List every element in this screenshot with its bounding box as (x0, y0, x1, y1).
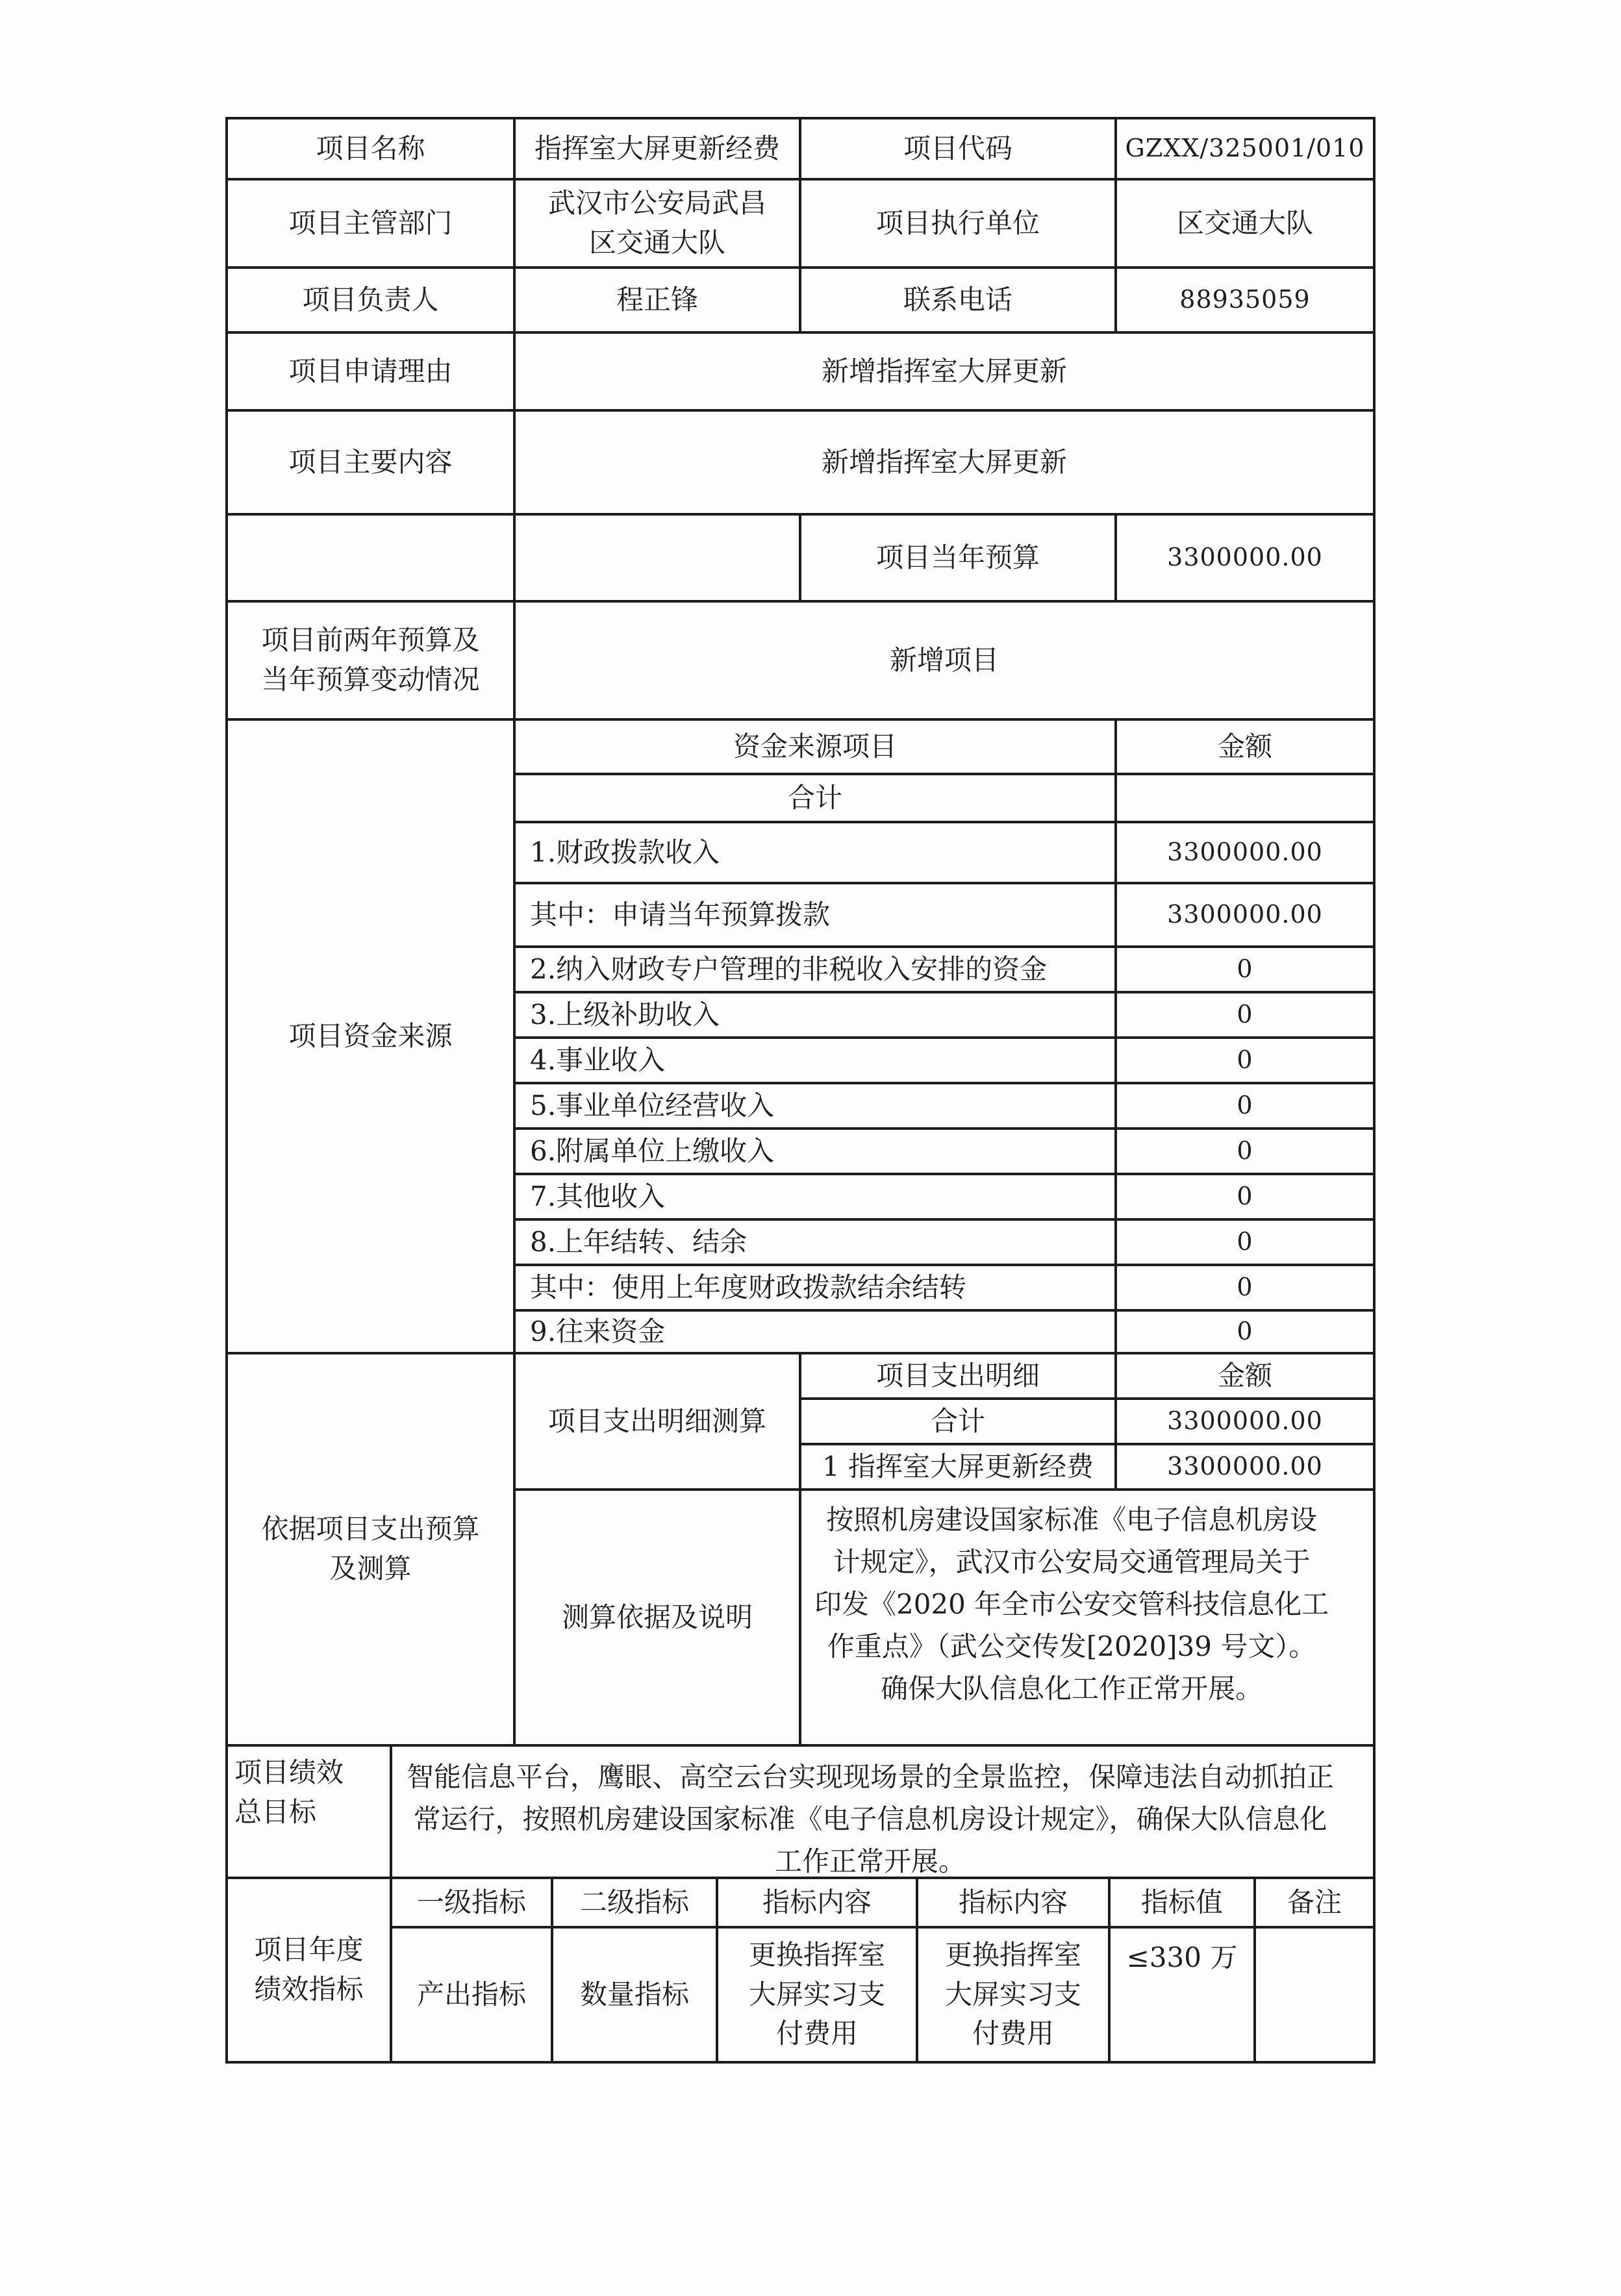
expense-detail-label: 项目支出明细测算 (547, 1404, 766, 1437)
project-name-value: 指挥室大屏更新经费 (534, 132, 780, 164)
project-code-label: 项目代码 (903, 132, 1012, 164)
expense-section-label (228, 1354, 513, 1744)
funding-row-label: 2.纳入财政专户管理的非税收入安排的资金 (530, 953, 1048, 985)
funding-row-value: 3300000.00 (1167, 900, 1323, 929)
expense-section-label-line2: 及测算 (329, 1553, 412, 1584)
indicator-content-line: 大屏实习支 (748, 1978, 885, 2010)
executing-unit-value: 区交通大队 (1176, 206, 1313, 239)
indicator-value: ≤330 万 (1126, 1941, 1238, 1973)
funding-row-label: 9.往来资金 (530, 1315, 666, 1347)
funding-row-label: 6.附属单位上缴收入 (530, 1134, 775, 1167)
indicator-header-note: 备注 (1287, 1886, 1342, 1918)
budget-change-label (228, 603, 513, 718)
expense-header-detail: 项目支出明细 (875, 1359, 1040, 1391)
funding-row-value: 0 (1237, 1182, 1253, 1211)
budget-label: 项目当年预算 (875, 541, 1040, 573)
funding-row-label: 5.事业单位经营收入 (530, 1089, 775, 1121)
funding-row-label: 其中：申请当年预算拨款 (530, 898, 831, 930)
funding-row-label: 8.上年结转、结余 (530, 1225, 748, 1258)
funding-header-source: 资金来源项目 (733, 730, 897, 762)
indicator-level2: 数量指标 (579, 1978, 689, 2010)
phone-value: 88935059 (1179, 285, 1311, 314)
budget-value: 3300000.00 (1167, 543, 1323, 572)
rule (225, 2061, 1376, 2064)
indicator-note (1256, 1928, 1373, 1987)
indicator-content (918, 1928, 1108, 2061)
funding-row-value: 0 (1237, 1227, 1253, 1256)
goal-text (392, 1747, 1373, 1877)
project-code-value: GZXX/325001/010 (1125, 134, 1365, 163)
budget-change-label-line2: 当年预算变动情况 (261, 664, 480, 695)
content-label: 项目主要内容 (288, 445, 453, 478)
indicators-label-line2: 绩效指标 (254, 1973, 364, 2005)
indicator-content-line: 付费用 (972, 2017, 1054, 2050)
reason-value: 新增指挥室大屏更新 (821, 355, 1067, 387)
supervising-dept-line1: 武汉市公安局武昌 (547, 187, 766, 219)
expense-header-amount: 金额 (1217, 1359, 1272, 1391)
funding-row-label: 1.财政拨款收入 (530, 836, 720, 868)
expense-item-value: 3300000.00 (1167, 1452, 1323, 1481)
indicator-content-line: 更换指挥室 (748, 1938, 885, 1971)
executing-unit-label: 项目执行单位 (875, 206, 1040, 239)
goal-line: 工作正常开展。 (775, 1845, 966, 1878)
indicator-header-level1: 一级指标 (416, 1886, 526, 1918)
expense-item-label: 1 指挥室大屏更新经费 (822, 1450, 1094, 1482)
funding-row-value: 0 (1237, 1317, 1253, 1346)
indicator-header-content: 指标内容 (762, 1886, 872, 1918)
basis-label: 测算依据及说明 (561, 1601, 753, 1633)
indicator-content-line: 大屏实习支 (944, 1978, 1081, 2010)
leader-label: 项目负责人 (302, 283, 439, 316)
expense-section-label-line1: 依据项目支出预算 (261, 1513, 480, 1545)
indicator-content-line: 付费用 (775, 2017, 858, 2050)
indicator-header-level2: 二级指标 (579, 1886, 689, 1918)
budget-change-label-line1: 项目前两年预算及 (261, 624, 480, 656)
supervising-dept-line2: 区交通大队 (588, 227, 725, 258)
supervising-dept-label: 项目主管部门 (288, 206, 453, 239)
funding-row-label: 3.上级补助收入 (530, 998, 720, 1030)
funding-row-label: 其中：使用上年度财政拨款结余结转 (530, 1271, 967, 1303)
goal-line: 智能信息平台，鹰眼、高空云台实现现场景的全景监控，保障违法自动抓拍正 (407, 1761, 1335, 1793)
indicator-content-line: 更换指挥室 (944, 1938, 1081, 1971)
funding-row-value: 0 (1237, 1136, 1253, 1166)
basis-text (801, 1491, 1373, 1744)
basis-line: 计规定》，武汉市公安局交通管理局关于 (833, 1546, 1311, 1578)
funding-row-value: 0 (1237, 1000, 1253, 1029)
goal-label-line2: 总目标 (234, 1795, 317, 1828)
content-value: 新增指挥室大屏更新 (821, 445, 1067, 478)
funding-header-amount: 金额 (1217, 730, 1272, 762)
reason-label: 项目申请理由 (288, 355, 453, 387)
basis-line: 按照机房建设国家标准《电子信息机房设 (826, 1504, 1318, 1536)
expense-total-value: 3300000.00 (1167, 1406, 1323, 1436)
project-name-label: 项目名称 (316, 132, 425, 164)
funding-row-value: 0 (1237, 1091, 1253, 1120)
indicators-label (228, 1879, 390, 2061)
indicator-header-content: 指标内容 (958, 1886, 1068, 1918)
basis-line: 确保大队信息化工作正常开展。 (881, 1673, 1263, 1705)
indicator-content (718, 1928, 916, 2061)
funding-row-value: 0 (1237, 955, 1253, 984)
basis-line: 作重点》（武公交传发[2020]39 号文）。 (827, 1630, 1316, 1663)
funding-total-value (1117, 775, 1373, 821)
funding-row-value: 0 (1237, 1045, 1253, 1075)
indicator-level1: 产出指标 (416, 1978, 526, 2010)
expense-total-label: 合计 (930, 1404, 985, 1437)
budget-change-value: 新增项目 (889, 643, 999, 676)
basis-line: 印发《2020 年全市公安交管科技信息化工 (814, 1588, 1329, 1621)
rule (1373, 117, 1376, 2064)
supervising-dept-value (516, 181, 799, 266)
goal-line: 常运行，按照机房建设国家标准《电子信息机房设计规定》，确保大队信息化 (413, 1803, 1327, 1836)
goal-label-line1: 项目绩效 (234, 1756, 344, 1788)
funding-row-label: 4.事业收入 (530, 1043, 666, 1076)
funding-row-value: 3300000.00 (1167, 838, 1323, 867)
funding-section-label: 项目资金来源 (288, 1019, 453, 1052)
indicators-label-line1: 项目年度 (254, 1934, 364, 1966)
funding-row-value: 0 (1237, 1273, 1253, 1302)
phone-label: 联系电话 (903, 283, 1012, 316)
funding-row-label: 7.其他收入 (530, 1180, 666, 1212)
leader-value: 程正锋 (616, 283, 698, 316)
indicator-header-value: 指标值 (1140, 1886, 1223, 1918)
goal-label (228, 1747, 390, 1877)
funding-total-label: 合计 (787, 781, 842, 814)
